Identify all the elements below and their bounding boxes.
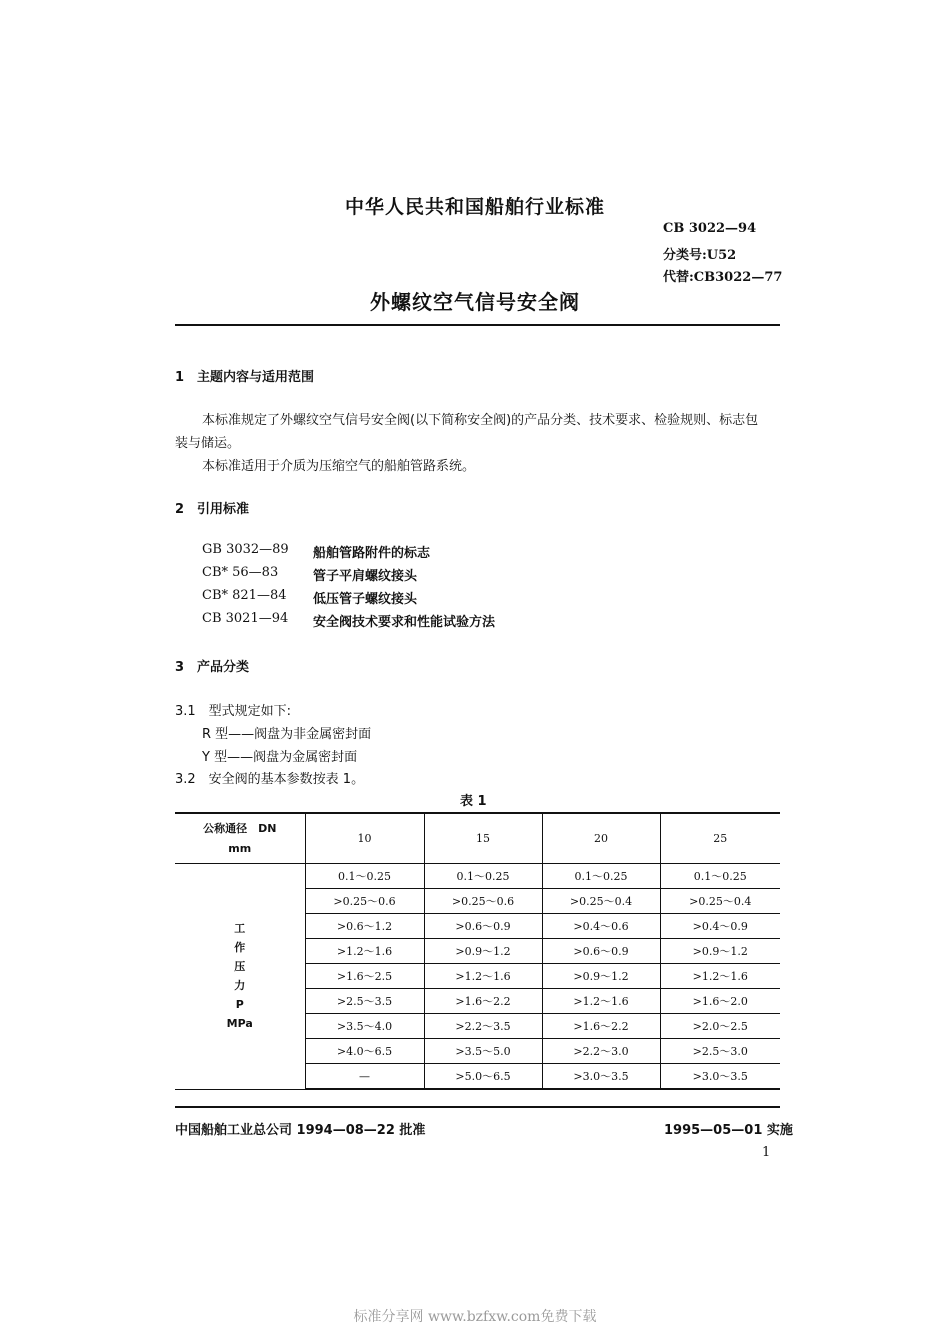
standard-code: CB 3022—94 (663, 221, 757, 236)
vertical-char: 工 (234, 922, 246, 936)
table-cell: 0.1～0.25 (660, 864, 780, 889)
r-type-definition: R 型——阀盘为非金属密封面 (202, 727, 372, 742)
table-cell: >3.0～3.5 (542, 1064, 660, 1090)
table-caption: 表 1 (460, 794, 487, 809)
table-cell: >0.4～0.9 (660, 914, 780, 939)
section-1-paragraph-1-line-2: 装与储运。 (175, 436, 241, 451)
reference-name: 船舶管路附件的标志 (313, 546, 431, 561)
document-title: 外螺纹空气信号安全阀 (370, 290, 580, 314)
classification-number: 分类号:U52 (663, 248, 737, 263)
vertical-char: 力 (234, 979, 246, 993)
section-3-1-heading: 3.1 型式规定如下: (175, 704, 292, 719)
table-cell: >3.5～4.0 (305, 1014, 424, 1039)
nominal-diameter-header (175, 813, 305, 864)
table-cell: >3.5～5.0 (424, 1039, 542, 1064)
table-cell: >2.2～3.0 (542, 1039, 660, 1064)
table-cell: — (305, 1064, 424, 1090)
table-cell: >1.2～1.6 (660, 964, 780, 989)
reference-code: CB 3021—94 (202, 611, 289, 626)
y-type-definition: Y 型——阀盘为金属密封面 (202, 750, 358, 765)
footer-rule (175, 1106, 780, 1108)
table-row (175, 864, 780, 889)
table-cell: >4.0～6.5 (305, 1039, 424, 1064)
reference-code: GB 3032—89 (202, 542, 289, 557)
section-1-paragraph-1-line-1: 本标准规定了外螺纹空气信号安全阀(以下简称安全阀)的产品分类、技术要求、检验规则、标志包 (202, 413, 759, 428)
reference-code: CB* 821—84 (202, 588, 287, 603)
table-cell: >1.2～1.6 (305, 939, 424, 964)
table-cell: >0.4～0.6 (542, 914, 660, 939)
reference-name: 管子平肩螺纹接头 (313, 569, 418, 584)
reference-name: 低压管子螺纹接头 (313, 592, 418, 607)
watermark-text: 标准分享网 www.bzfxw.com免费下载 (353, 1309, 597, 1325)
table-cell: >0.9～1.2 (660, 939, 780, 964)
title-rule (175, 324, 780, 326)
replaces-standard: 代替:CB3022—77 (663, 270, 783, 285)
page-number: 1 (762, 1145, 771, 1160)
table-header-row (175, 813, 780, 864)
dn-value: 25 (660, 813, 780, 864)
table-cell: >0.9～1.2 (542, 964, 660, 989)
vertical-char: 作 (234, 941, 246, 955)
vertical-char: P (235, 998, 244, 1012)
dn-value: 10 (305, 813, 424, 864)
section-1-paragraph-2: 本标准适用于介质为压缩空气的船舶管路系统。 (202, 459, 476, 474)
table-cell: >0.6～0.9 (542, 939, 660, 964)
table-cell: >2.5～3.5 (305, 989, 424, 1014)
issuing-body: 中华人民共和国船舶行业标准 (344, 196, 605, 218)
dn-value: 20 (542, 813, 660, 864)
table-cell: >1.2～1.6 (542, 989, 660, 1014)
table-cell: >2.2～3.5 (424, 1014, 542, 1039)
table-cell: >1.2～1.6 (424, 964, 542, 989)
dn-value: 15 (424, 813, 542, 864)
section-3-2-text: 3.2 安全阀的基本参数按表 1。 (175, 772, 365, 787)
reference-name: 安全阀技术要求和性能试验方法 (313, 615, 496, 630)
table-cell: 0.1～0.25 (305, 864, 424, 889)
section-2-heading: 2 引用标准 (175, 502, 250, 517)
table-cell: >0.25～0.4 (542, 889, 660, 914)
table-cell: >5.0～6.5 (424, 1064, 542, 1090)
working-pressure-label (175, 864, 305, 1090)
table-cell: >3.0～3.5 (660, 1064, 780, 1090)
approval-line: 中国船舶工业总公司 1994—08—22 批准 (175, 1123, 426, 1138)
table-cell: >0.25～0.6 (424, 889, 542, 914)
header-label-dn: 公称通径 DN (203, 821, 277, 835)
reference-code: CB* 56—83 (202, 565, 279, 580)
header-label-unit: mm (228, 841, 252, 855)
table-cell: >0.25～0.4 (660, 889, 780, 914)
vertical-char: MPa (226, 1017, 253, 1031)
table-cell: >1.6～2.0 (660, 989, 780, 1014)
table-cell: >0.6～0.9 (424, 914, 542, 939)
section-3-heading: 3 产品分类 (175, 660, 250, 675)
table-cell: >1.6～2.2 (424, 989, 542, 1014)
effective-date: 1995—05—01 实施 (664, 1123, 793, 1138)
table-cell: >1.6～2.2 (542, 1014, 660, 1039)
parameter-table (175, 812, 780, 1090)
table-cell: >0.25～0.6 (305, 889, 424, 914)
table-cell: >2.0～2.5 (660, 1014, 780, 1039)
table-cell: 0.1～0.25 (542, 864, 660, 889)
table-cell: >1.6～2.5 (305, 964, 424, 989)
table-cell: >2.5～3.0 (660, 1039, 780, 1064)
table-cell: >0.9～1.2 (424, 939, 542, 964)
table-cell: >0.6～1.2 (305, 914, 424, 939)
vertical-char: 压 (234, 960, 246, 974)
table-cell: 0.1～0.25 (424, 864, 542, 889)
section-1-heading: 1 主题内容与适用范围 (175, 370, 315, 385)
